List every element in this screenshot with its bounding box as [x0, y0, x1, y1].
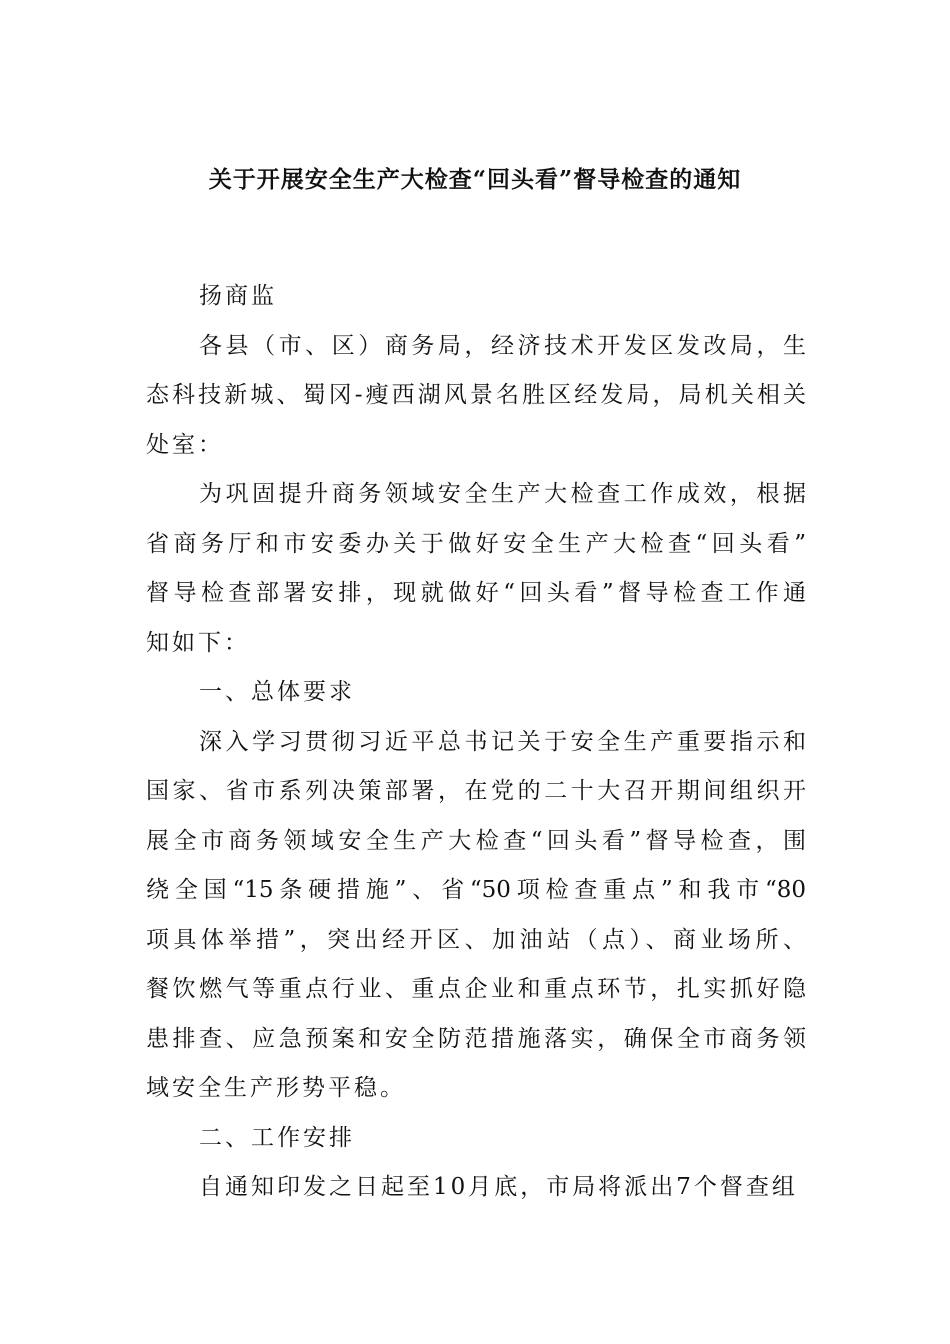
- paragraph-heading-1: [146, 668, 806, 718]
- paragraph-intro: [146, 470, 806, 668]
- paragraph-heading-2: [146, 1114, 806, 1164]
- text-line: 餐饮燃气等重点行业、重点企业和重点环节，扎实抓好隐: [146, 976, 806, 1002]
- text-line: 国家、省市系列决策部署，在党的二十大召开期间组织开: [146, 778, 806, 804]
- paragraph-doc-number: [146, 272, 806, 322]
- text-line: 省商务厅和市安委办关于做好安全生产大检查“回头看”: [146, 530, 806, 557]
- text-line: 域安全生产形势平稳。: [146, 1075, 406, 1101]
- document-body: [146, 272, 806, 1213]
- text-line: 一、总体要求: [199, 679, 355, 705]
- text-line: 深入学习贯彻习近平总书记关于安全生产重要指示和: [199, 728, 806, 755]
- document-title: 关于开展安全生产大检查“回头看”督导检查的通知: [208, 166, 742, 193]
- text-line: 各县（市、区）商务局，经济技术开发区发改局，生: [199, 332, 806, 359]
- text-line: 自通知印发之日起至10月底，市局将派出7个督查组: [199, 1174, 798, 1200]
- text-line: 处室：: [146, 431, 224, 458]
- text-line: 绕全国“15条硬措施”、省“50项检查重点”和我市“80: [146, 877, 806, 903]
- text-line: 知如下：: [146, 629, 250, 656]
- text-line: 患排查、应急预案和安全防范措施落实，确保全市商务领: [146, 1025, 806, 1052]
- text-line: 二、工作安排: [199, 1124, 355, 1151]
- text-line: 扬商监: [199, 283, 277, 309]
- text-line: 项具体举措”，突出经开区、加油站（点）、商业场所、: [146, 926, 806, 953]
- text-line: 态科技新城、蜀冈-瘦西湖风景名胜区经发局，局机关相关: [146, 382, 806, 408]
- text-line: 督导检查部署安排，现就做好“回头看”督导检查工作通: [146, 580, 806, 606]
- paragraph-work-arrangement: [146, 1163, 806, 1213]
- text-line: 为巩固提升商务领域安全生产大检查工作成效，根据: [199, 481, 806, 507]
- text-line: 展全市商务领域安全生产大检查“回头看”督导检查，围: [146, 827, 806, 854]
- paragraph-general-requirements: [146, 718, 806, 1114]
- paragraph-recipients: [146, 322, 806, 471]
